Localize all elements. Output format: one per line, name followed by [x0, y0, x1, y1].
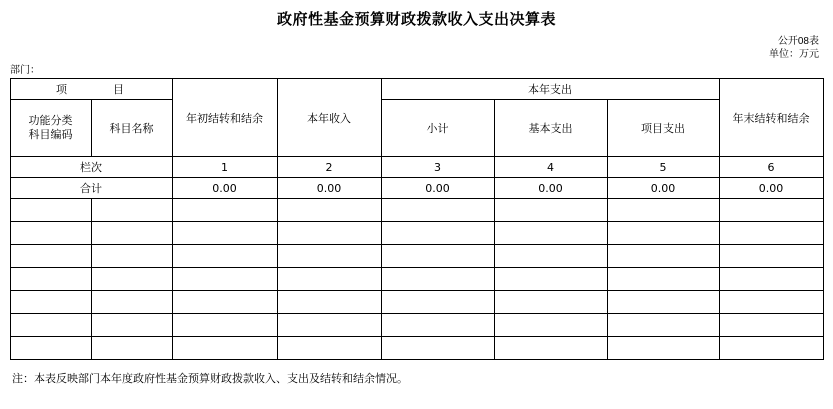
- header-group-project: [10, 79, 172, 100]
- page-title: 政府性基金预算财政拨款收入支出决算表: [276, 10, 556, 28]
- total-project-expenditure: 0.00: [607, 178, 719, 199]
- table-row: [10, 337, 823, 360]
- cell-basic-expenditure: [494, 245, 607, 268]
- header-end-balance: 年末结转和结余: [719, 79, 823, 157]
- cell-project-expenditure: [607, 222, 719, 245]
- form-code: 公开08表: [777, 36, 819, 47]
- form-code-block: [0, 35, 833, 61]
- cell-project-expenditure: [607, 199, 719, 222]
- table-row: [10, 291, 823, 314]
- table-header-row-1: [10, 79, 823, 100]
- lanci-label: 栏次: [10, 157, 172, 178]
- cell-begin-balance: [172, 314, 277, 337]
- cell-func-code: [10, 268, 91, 291]
- total-basic-expenditure: 0.00: [494, 178, 607, 199]
- cell-year-income: [277, 245, 381, 268]
- cell-year-income: [277, 337, 381, 360]
- header-group-project-label: 项 目: [56, 83, 132, 96]
- lanci-1: 1: [172, 157, 277, 178]
- cell-basic-expenditure: [494, 268, 607, 291]
- table-row-total: [10, 178, 823, 199]
- cell-func-code: [10, 291, 91, 314]
- cell-subtotal: [381, 268, 494, 291]
- total-year-income: 0.00: [277, 178, 381, 199]
- table-row: [10, 245, 823, 268]
- cell-project-expenditure: [607, 245, 719, 268]
- header-func-code-line1: 功能分类: [28, 114, 73, 127]
- lanci-3: 3: [381, 157, 494, 178]
- cell-subject-name: [91, 268, 172, 291]
- cell-year-income: [277, 199, 381, 222]
- total-subtotal: 0.00: [381, 178, 494, 199]
- footnote: 注：本表反映部门本年度政府性基金预算财政拨款收入、支出及结转和结余情况。: [12, 372, 408, 385]
- table-row: [10, 199, 823, 222]
- cell-subtotal: [381, 222, 494, 245]
- cell-subject-name: [91, 337, 172, 360]
- lanci-6: 6: [719, 157, 823, 178]
- cell-end-balance: [719, 222, 823, 245]
- lanci-2: 2: [277, 157, 381, 178]
- total-label: 合计: [10, 178, 172, 199]
- cell-begin-balance: [172, 268, 277, 291]
- cell-func-code: [10, 222, 91, 245]
- header-begin-balance: 年初结转和结余: [172, 79, 277, 157]
- header-subject-name: 科目名称: [91, 100, 172, 157]
- cell-end-balance: [719, 199, 823, 222]
- cell-begin-balance: [172, 199, 277, 222]
- table-row-lanci: [10, 157, 823, 178]
- cell-subject-name: [91, 314, 172, 337]
- table-row: [10, 222, 823, 245]
- cell-func-code: [10, 314, 91, 337]
- unit-note: 单位：万元: [769, 49, 819, 60]
- header-subtotal: 小计: [381, 100, 494, 157]
- total-begin-balance: 0.00: [172, 178, 277, 199]
- cell-end-balance: [719, 337, 823, 360]
- cell-basic-expenditure: [494, 222, 607, 245]
- cell-func-code: [10, 337, 91, 360]
- cell-year-income: [277, 268, 381, 291]
- header-year-income: 本年收入: [277, 79, 381, 157]
- cell-project-expenditure: [607, 268, 719, 291]
- lanci-4: 4: [494, 157, 607, 178]
- header-basic-expenditure: 基本支出: [494, 100, 607, 157]
- cell-subject-name: [91, 199, 172, 222]
- cell-year-income: [277, 291, 381, 314]
- cell-func-code: [10, 245, 91, 268]
- cell-year-income: [277, 222, 381, 245]
- cell-begin-balance: [172, 291, 277, 314]
- lanci-5: 5: [607, 157, 719, 178]
- cell-project-expenditure: [607, 291, 719, 314]
- cell-subtotal: [381, 199, 494, 222]
- table-row: [10, 314, 823, 337]
- cell-subtotal: [381, 291, 494, 314]
- cell-basic-expenditure: [494, 291, 607, 314]
- header-group-expenditure: 本年支出: [381, 79, 719, 100]
- cell-func-code: [10, 199, 91, 222]
- department-label: 部门：: [10, 65, 40, 76]
- cell-year-income: [277, 314, 381, 337]
- cell-end-balance: [719, 291, 823, 314]
- cell-basic-expenditure: [494, 337, 607, 360]
- header-func-code: [10, 100, 91, 157]
- cell-subject-name: [91, 291, 172, 314]
- cell-project-expenditure: [607, 337, 719, 360]
- cell-end-balance: [719, 314, 823, 337]
- cell-project-expenditure: [607, 314, 719, 337]
- cell-end-balance: [719, 268, 823, 291]
- cell-begin-balance: [172, 245, 277, 268]
- cell-begin-balance: [172, 337, 277, 360]
- table-row: [10, 268, 823, 291]
- budget-table: [10, 78, 824, 360]
- cell-basic-expenditure: [494, 314, 607, 337]
- cell-end-balance: [719, 245, 823, 268]
- total-end-balance: 0.00: [719, 178, 823, 199]
- cell-subtotal: [381, 245, 494, 268]
- cell-subject-name: [91, 245, 172, 268]
- cell-subtotal: [381, 337, 494, 360]
- header-func-code-line2: 科目编码: [28, 128, 73, 141]
- cell-subtotal: [381, 314, 494, 337]
- cell-begin-balance: [172, 222, 277, 245]
- department-row: [0, 61, 833, 78]
- table-header-row-2: [10, 100, 823, 157]
- cell-basic-expenditure: [494, 199, 607, 222]
- header-project-expenditure: 项目支出: [607, 100, 719, 157]
- cell-subject-name: [91, 222, 172, 245]
